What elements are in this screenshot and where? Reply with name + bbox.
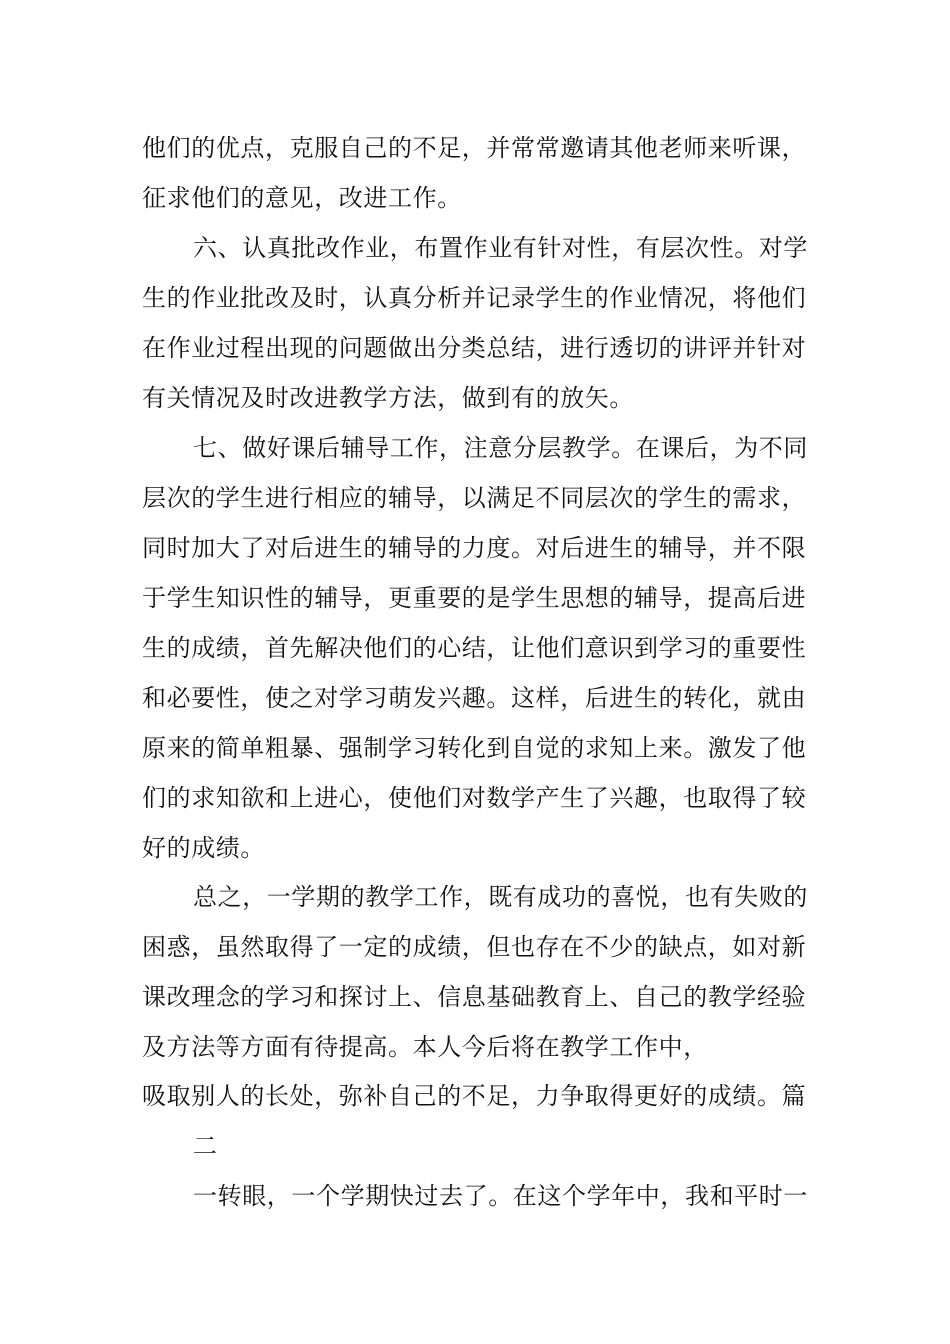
section-label-line: 二: [193, 1132, 218, 1160]
text-line: 层次的学生进行相应的辅导，以满足不同层次的学生的需求，: [142, 484, 807, 512]
paragraph-start-line: 一转眼，一个学期快过去了。在这个学年中，我和平时一: [193, 1182, 808, 1210]
text-line: 生的成绩，首先解决他们的心结，让他们意识到学习的重要性: [142, 634, 807, 662]
text-line: 课改理念的学习和探讨上、信息基础教育上、自己的教学经验: [142, 983, 807, 1011]
text-line: 和必要性，使之对学习萌发兴趣。这样，后进生的转化，就由: [142, 684, 807, 712]
text-line: 同时加大了对后进生的辅导的力度。对后进生的辅导，并不限: [142, 534, 807, 562]
text-line: 有关情况及时改进教学方法，做到有的放矢。: [142, 384, 634, 412]
text-line: 在作业过程出现的问题做出分类总结，进行透切的讲评并针对: [142, 334, 807, 362]
text-line: 于学生知识性的辅导，更重要的是学生思想的辅导，提高后进: [142, 584, 807, 612]
text-line: 征求他们的意见，改进工作。: [142, 184, 462, 212]
paragraph-start-line: 总之，一学期的教学工作，既有成功的喜悦，也有失败的: [193, 883, 808, 911]
text-line: 他们的优点，克服自己的不足，并常常邀请其他老师来听课，: [142, 134, 807, 162]
text-line: 好的成绩。: [142, 834, 265, 862]
text-line: 原来的简单粗暴、强制学习转化到自觉的求知上来。激发了他: [142, 734, 807, 762]
text-line: 吸取别人的长处，弥补自己的不足，力争取得更好的成绩。篇: [142, 1082, 807, 1110]
text-line: 及方法等方面有待提高。本人今后将在教学工作中，: [142, 1033, 708, 1061]
paragraph-start-line: 六、认真批改作业，布置作业有针对性，有层次性。对学: [193, 234, 808, 262]
text-line: 困惑，虽然取得了一定的成绩，但也存在不少的缺点，如对新: [142, 933, 807, 961]
text-line: 生的作业批改及时，认真分析并记录学生的作业情况，将他们: [142, 284, 807, 312]
text-line: 们的求知欲和上进心，使他们对数学产生了兴趣，也取得了较: [142, 784, 807, 812]
paragraph-start-line: 七、做好课后辅导工作，注意分层教学。在课后，为不同: [193, 434, 808, 462]
